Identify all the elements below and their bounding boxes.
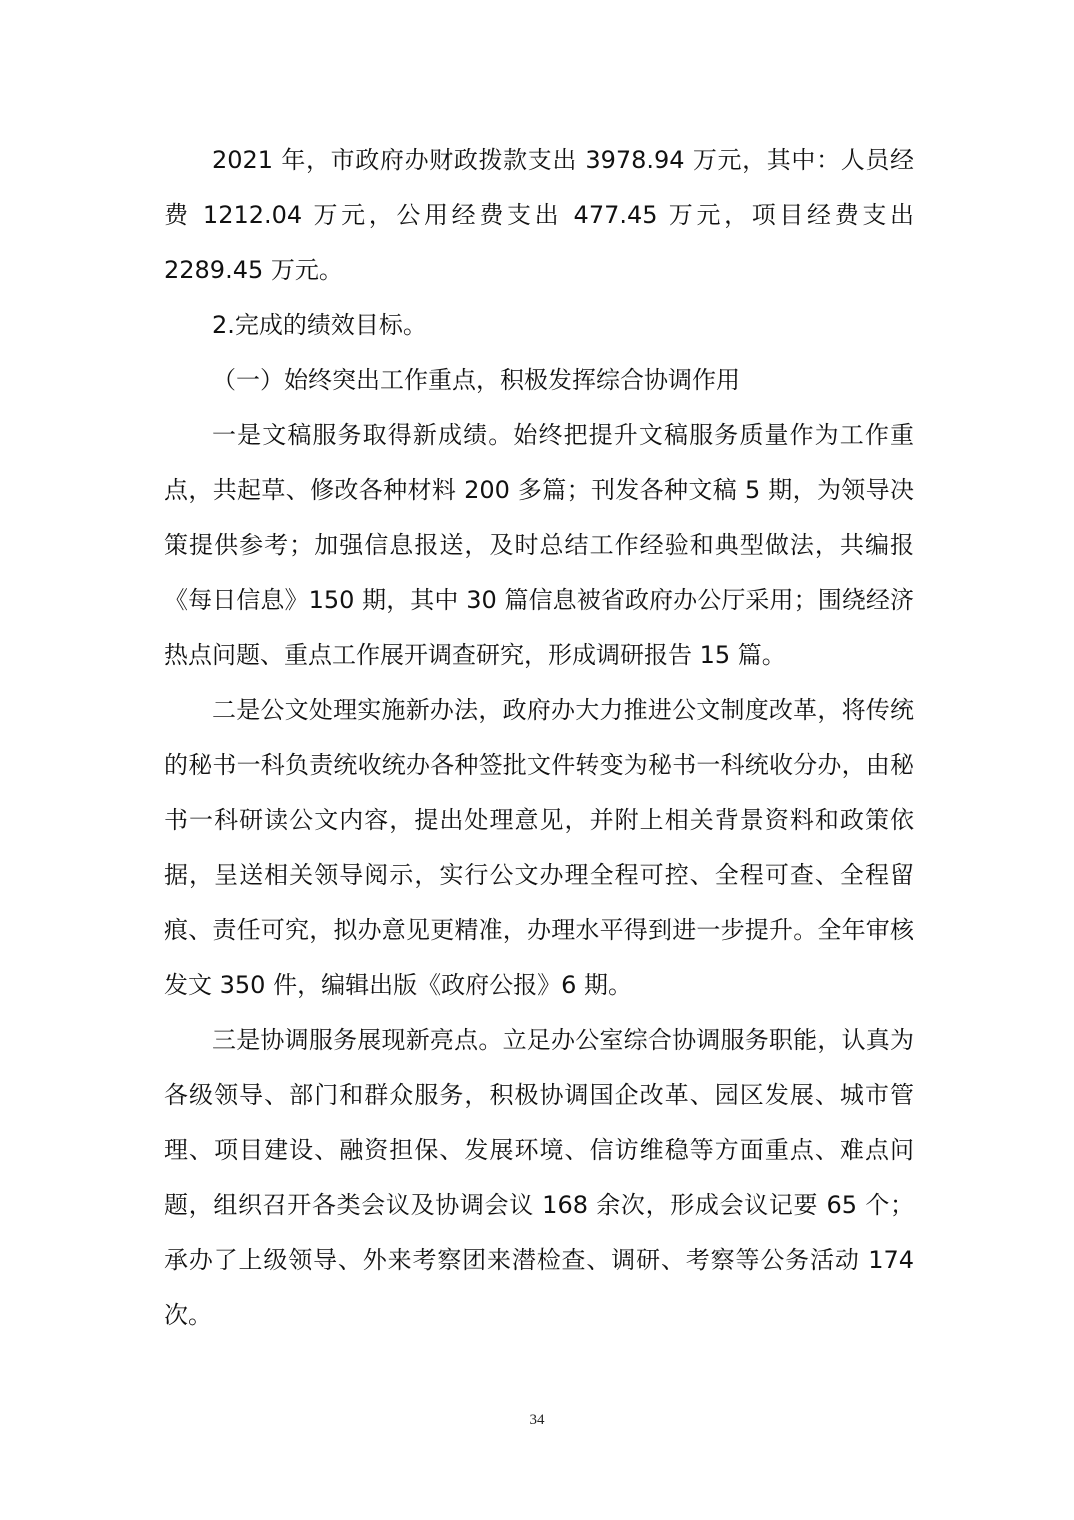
paragraph-document-service: 一是文稿服务取得新成绩。始终把提升文稿服务质量作为工作重点，共起草、修改各种材料 200 多篇；刊发各种文稿 5 期，为领导决策提供参考；加强信息报送，及时总结工作经验和典型做法，共编报《每日信息》150 期，其中 30 篇信息被省政府办公厅采用；围绕经济热点问题、重点工作展开调查研究，形成调研报告 15 篇。 (164, 421, 914, 669)
paragraph-coordination-service: 三是协调服务展现新亮点。立足办公室综合协调服务职能，认真为各级领导、部门和群众服务，积极协调国企改革、园区发展、城市管理、项目建设、融资担保、发展环境、信访维稳等方面重点、难点问题，组织召开各类会议及协调会议 168 余次，形成会议记要 65 个；承办了上级领导、外来考察团来潜检查、调研、考察等公务活动 174 次。 (164, 1026, 914, 1329)
page-number: 34 (529, 1412, 545, 1428)
paragraph-document-processing: 二是公文处理实施新办法，政府办大力推进公文制度改革，将传统的秘书一科负责统收统办各种签批文件转变为秘书一科统收分办，由秘书一科研读公文内容，提出处理意见，并附上相关背景资料和政策依据，呈送相关领导阅示，实行公文办理全程可控、全程可查、全程留痕、责任可究，拟办意见更精准，办理水平得到进一步提升。全年审核发文 350 件，编辑出版《政府公报》6 期。 (164, 696, 914, 999)
document-body (164, 133, 914, 1343)
paragraph-performance-goals: 2.完成的绩效目标。 (212, 311, 427, 339)
paragraph-budget: 2021 年，市政府办财政拨款支出 3978.94 万元，其中：人员经费 1212.04 万元，公用经费支出 477.45 万元，项目经费支出 2289.45 万元。 (164, 146, 914, 284)
section-heading-1: （一）始终突出工作重点，积极发挥综合协调作用 (212, 366, 740, 394)
